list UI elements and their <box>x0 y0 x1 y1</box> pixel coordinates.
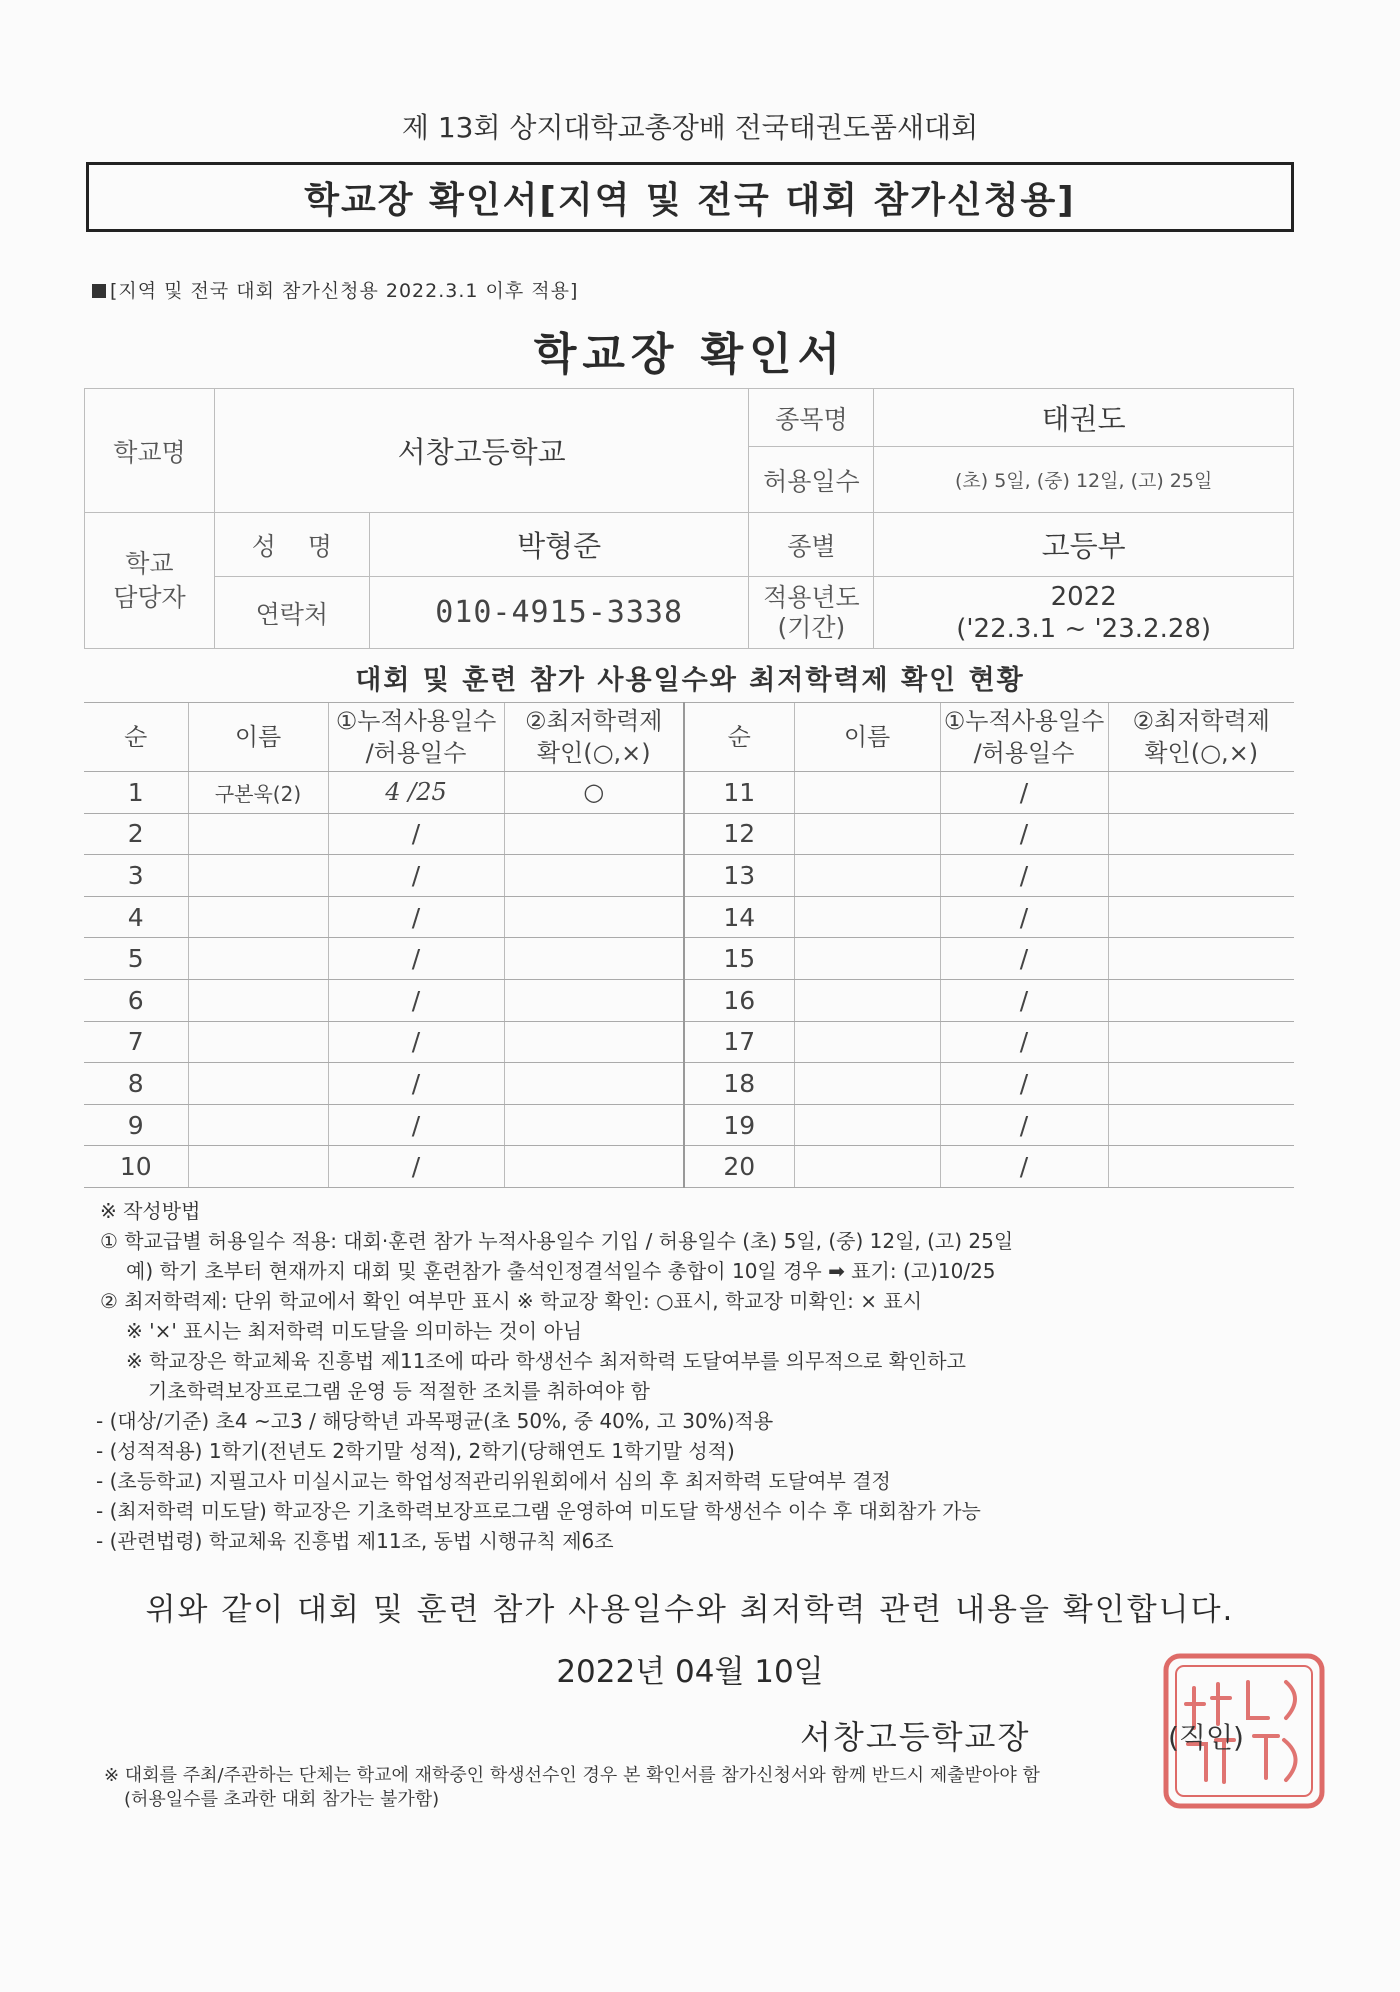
cell-no: 4 <box>84 896 188 938</box>
cell-days: / <box>328 1104 504 1146</box>
cell-no-right: 14 <box>684 896 794 938</box>
cell-name-right <box>794 855 940 897</box>
applied-note-text: [지역 및 전국 대회 참가신청용 2022.3.1 이후 적용] <box>110 280 579 302</box>
cell-days-right: / <box>940 1063 1108 1105</box>
name-value: 박형준 <box>369 513 749 577</box>
cell-name-right <box>794 1021 940 1063</box>
event-title: 제 13회 상지대학교총장배 전국태권도품새대회 <box>401 111 979 144</box>
method-note2a: ※ 학교장은 학교체육 진흥법 제11조에 따라 학생선수 최저학력 도달여부를 의무적으로 확인하고 <box>126 1349 966 1373</box>
method-note1: ※ '×' 표시는 최저학력 미도달을 의미하는 것이 아님 <box>126 1319 583 1343</box>
cell-days-right: / <box>940 813 1108 855</box>
cell-check-right <box>1108 813 1294 855</box>
cell-name <box>188 813 328 855</box>
cell-no-right: 20 <box>684 1146 794 1188</box>
year-label <box>749 577 874 649</box>
header-days <box>328 703 504 772</box>
cell-days: / <box>328 1063 504 1105</box>
signer-name: 서창고등학교장 <box>800 1718 1031 1756</box>
cell-days: 4 /25 <box>328 772 504 814</box>
cell-check <box>504 938 684 980</box>
method-item1-example: 예) 학기 초부터 현재까지 대회 및 훈련참가 출석인정결석일수 총합이 10일 경우 ➡ 표기: (고)10/25 <box>126 1259 996 1283</box>
method-item2: ② 최저학력제: 단위 학교에서 확인 여부만 표시 ※ 학교장 확인: ○표시, 학교장 미확인: × 표시 <box>100 1289 923 1313</box>
table-row <box>84 1063 1294 1105</box>
footer-note <box>104 1764 1284 1812</box>
footer-note-line2: (허용일수를 초과한 대회 참가는 불가함) <box>124 1789 440 1810</box>
cell-name <box>188 1104 328 1146</box>
main-title: 학교장 확인서 <box>533 329 847 380</box>
cell-no-right: 16 <box>684 979 794 1021</box>
cell-days: / <box>328 979 504 1021</box>
cell-name-right <box>794 813 940 855</box>
cell-no: 7 <box>84 1021 188 1063</box>
contact-label: 연락처 <box>214 577 369 649</box>
cell-name-right <box>794 1104 940 1146</box>
cell-check-right <box>1108 938 1294 980</box>
cell-check-right <box>1108 896 1294 938</box>
manager-label: 학교 담당자 <box>85 513 215 649</box>
cell-check-right <box>1108 772 1294 814</box>
certificate-box-title-text: 학교장 확인서[지역 및 전국 대회 참가신청용] <box>304 179 1076 221</box>
cell-no: 2 <box>84 813 188 855</box>
table-row <box>84 1104 1294 1146</box>
method-bullet2: - (성적적용) 1학기(전년도 2학기말 성적), 2학기(당해연도 1학기말 성적) <box>96 1439 735 1463</box>
table-row <box>84 772 1294 814</box>
cell-days: / <box>328 1021 504 1063</box>
header-days-line1: ①누적사용일수 <box>335 707 497 735</box>
header-days-right-line2: /허용일수 <box>973 739 1075 767</box>
cell-no-right: 15 <box>684 938 794 980</box>
cell-days-right: / <box>940 855 1108 897</box>
table-row <box>84 979 1294 1021</box>
cell-name-right <box>794 772 940 814</box>
cell-days-right: / <box>940 938 1108 980</box>
year-label-line1: 적용년도 <box>763 582 860 612</box>
cell-no-right: 19 <box>684 1104 794 1146</box>
cell-no: 1 <box>84 772 188 814</box>
confirm-text: 위와 같이 대회 및 훈련 참가 사용일수와 최저학력 관련 내용을 확인합니다. <box>145 1592 1235 1628</box>
method-item1: ① 학교급별 허용일수 적용: 대회·훈련 참가 누적사용일수 기입 / 허용일수 (초) 5일, (중) 12일, (고) 25일 <box>100 1229 1014 1253</box>
cell-days-right: / <box>940 1104 1108 1146</box>
header-no: 순 <box>84 703 188 772</box>
cell-no: 5 <box>84 938 188 980</box>
table-row <box>84 855 1294 897</box>
cell-days-right: / <box>940 772 1108 814</box>
category-label: 종별 <box>749 513 874 577</box>
cell-no-right: 17 <box>684 1021 794 1063</box>
header-days-right <box>940 703 1108 772</box>
cell-no: 9 <box>84 1104 188 1146</box>
header-no-right: 순 <box>684 703 794 772</box>
allowed-days-value: (초) 5일, (중) 12일, (고) 25일 <box>874 447 1294 513</box>
cell-check <box>504 1104 684 1146</box>
year-label-line2: (기간) <box>777 612 846 642</box>
cell-check-right <box>1108 1063 1294 1105</box>
cell-name-right <box>794 1063 940 1105</box>
name-label: 성 명 <box>214 513 369 577</box>
header-edu-right-line1: ②최저학력제 <box>1132 707 1270 735</box>
cell-no-right: 11 <box>684 772 794 814</box>
school-label: 학교명 <box>85 389 215 513</box>
header-days-right-line1: ①누적사용일수 <box>943 707 1105 735</box>
cell-days-right: / <box>940 1021 1108 1063</box>
cell-days: / <box>328 1146 504 1188</box>
date-text: 2022년 04월 10일 <box>556 1654 824 1690</box>
cell-no: 10 <box>84 1146 188 1188</box>
seal-mark-text: (직인) <box>1168 1721 1244 1754</box>
method-bullet3: - (초등학교) 지필고사 미실시교는 학업성적관리위원회에서 심의 후 최저학력 도달여부 결정 <box>96 1469 891 1493</box>
cell-name-right <box>794 1146 940 1188</box>
header-edu <box>504 703 684 772</box>
applied-note <box>92 276 578 303</box>
cell-check <box>504 1063 684 1105</box>
footer-note-line1: ※ 대회를 주최/주관하는 단체는 학교에 재학중인 학생선수인 경우 본 확인서를 참가신청서와 함께 반드시 제출받아야 함 <box>104 1765 1040 1786</box>
event-label: 종목명 <box>749 389 874 447</box>
header-name-right: 이름 <box>794 703 940 772</box>
cell-check <box>504 979 684 1021</box>
cell-check-right <box>1108 979 1294 1021</box>
cell-check <box>504 1146 684 1188</box>
cell-name <box>188 1021 328 1063</box>
table-header-row <box>84 703 1294 772</box>
cell-check <box>504 813 684 855</box>
cell-name <box>188 938 328 980</box>
year-value-line1: 2022 <box>1050 581 1117 612</box>
cell-check-right <box>1108 1146 1294 1188</box>
allowed-days-label: 허용일수 <box>749 447 874 513</box>
event-value: 태권도 <box>874 389 1294 447</box>
header-edu-line1: ②최저학력제 <box>525 707 663 735</box>
school-value: 서창고등학교 <box>214 389 749 513</box>
header-name: 이름 <box>188 703 328 772</box>
cell-no: 3 <box>84 855 188 897</box>
cell-name: 구본욱(2) <box>188 772 328 814</box>
table-row <box>84 1021 1294 1063</box>
cell-name-right <box>794 896 940 938</box>
cell-days-right: / <box>940 1146 1108 1188</box>
cell-days: / <box>328 896 504 938</box>
cell-name-right <box>794 979 940 1021</box>
cell-check <box>504 1021 684 1063</box>
method-bullet4: - (최저학력 미도달) 학교장은 기초학력보장프로그램 운영하여 미도달 학생선수 이수 후 대회참가 가능 <box>96 1499 981 1523</box>
certificate-box-title <box>86 162 1294 232</box>
writing-method <box>96 1196 1300 1556</box>
cell-check: ○ <box>504 772 684 814</box>
method-note2b: 기초학력보장프로그램 운영 등 적절한 조치를 취하여야 함 <box>148 1379 650 1403</box>
square-bullet-icon <box>92 284 106 298</box>
cell-no: 8 <box>84 1063 188 1105</box>
cell-name <box>188 896 328 938</box>
cell-check <box>504 896 684 938</box>
cell-name <box>188 855 328 897</box>
cell-name <box>188 1146 328 1188</box>
cell-days: / <box>328 938 504 980</box>
cell-check-right <box>1108 1104 1294 1146</box>
year-value-line2: ('22.3.1 ~ '23.2.28) <box>956 613 1212 644</box>
method-heading: ※ 작성방법 <box>100 1199 201 1223</box>
table-row <box>84 813 1294 855</box>
header-edu-right-line2: 확인(○,×) <box>1144 739 1259 767</box>
header-edu-line2: 확인(○,×) <box>536 739 651 767</box>
table-row <box>84 896 1294 938</box>
cell-name <box>188 1063 328 1105</box>
table-row <box>84 938 1294 980</box>
cell-days-right: / <box>940 979 1108 1021</box>
cell-no: 6 <box>84 979 188 1021</box>
table-row <box>84 1146 1294 1188</box>
contact-value: 010-4915-3338 <box>369 577 749 649</box>
cell-days-right: / <box>940 896 1108 938</box>
method-bullet5: - (관련법령) 학교체육 진흥법 제11조, 동법 시행규칙 제6조 <box>96 1529 614 1553</box>
cell-no-right: 12 <box>684 813 794 855</box>
category-value: 고등부 <box>874 513 1294 577</box>
year-value <box>874 577 1294 649</box>
table-body <box>84 772 1294 1188</box>
cell-days: / <box>328 813 504 855</box>
cell-name-right <box>794 938 940 980</box>
header-edu-right <box>1108 703 1294 772</box>
cell-no-right: 18 <box>684 1063 794 1105</box>
info-table <box>84 388 1294 649</box>
cell-check-right <box>1108 1021 1294 1063</box>
cell-check-right <box>1108 855 1294 897</box>
method-bullet1: - (대상/기준) 초4 ~고3 / 해당학년 과목평균(초 50%, 중 40%, 고 30%)적용 <box>96 1409 774 1433</box>
header-days-line2: /허용일수 <box>365 739 467 767</box>
cell-name <box>188 979 328 1021</box>
cell-days: / <box>328 855 504 897</box>
usage-status-table <box>84 702 1294 1188</box>
cell-no-right: 13 <box>684 855 794 897</box>
cell-check <box>504 855 684 897</box>
status-title: 대회 및 훈련 참가 사용일수와 최저학력제 확인 현황 <box>355 665 1025 696</box>
